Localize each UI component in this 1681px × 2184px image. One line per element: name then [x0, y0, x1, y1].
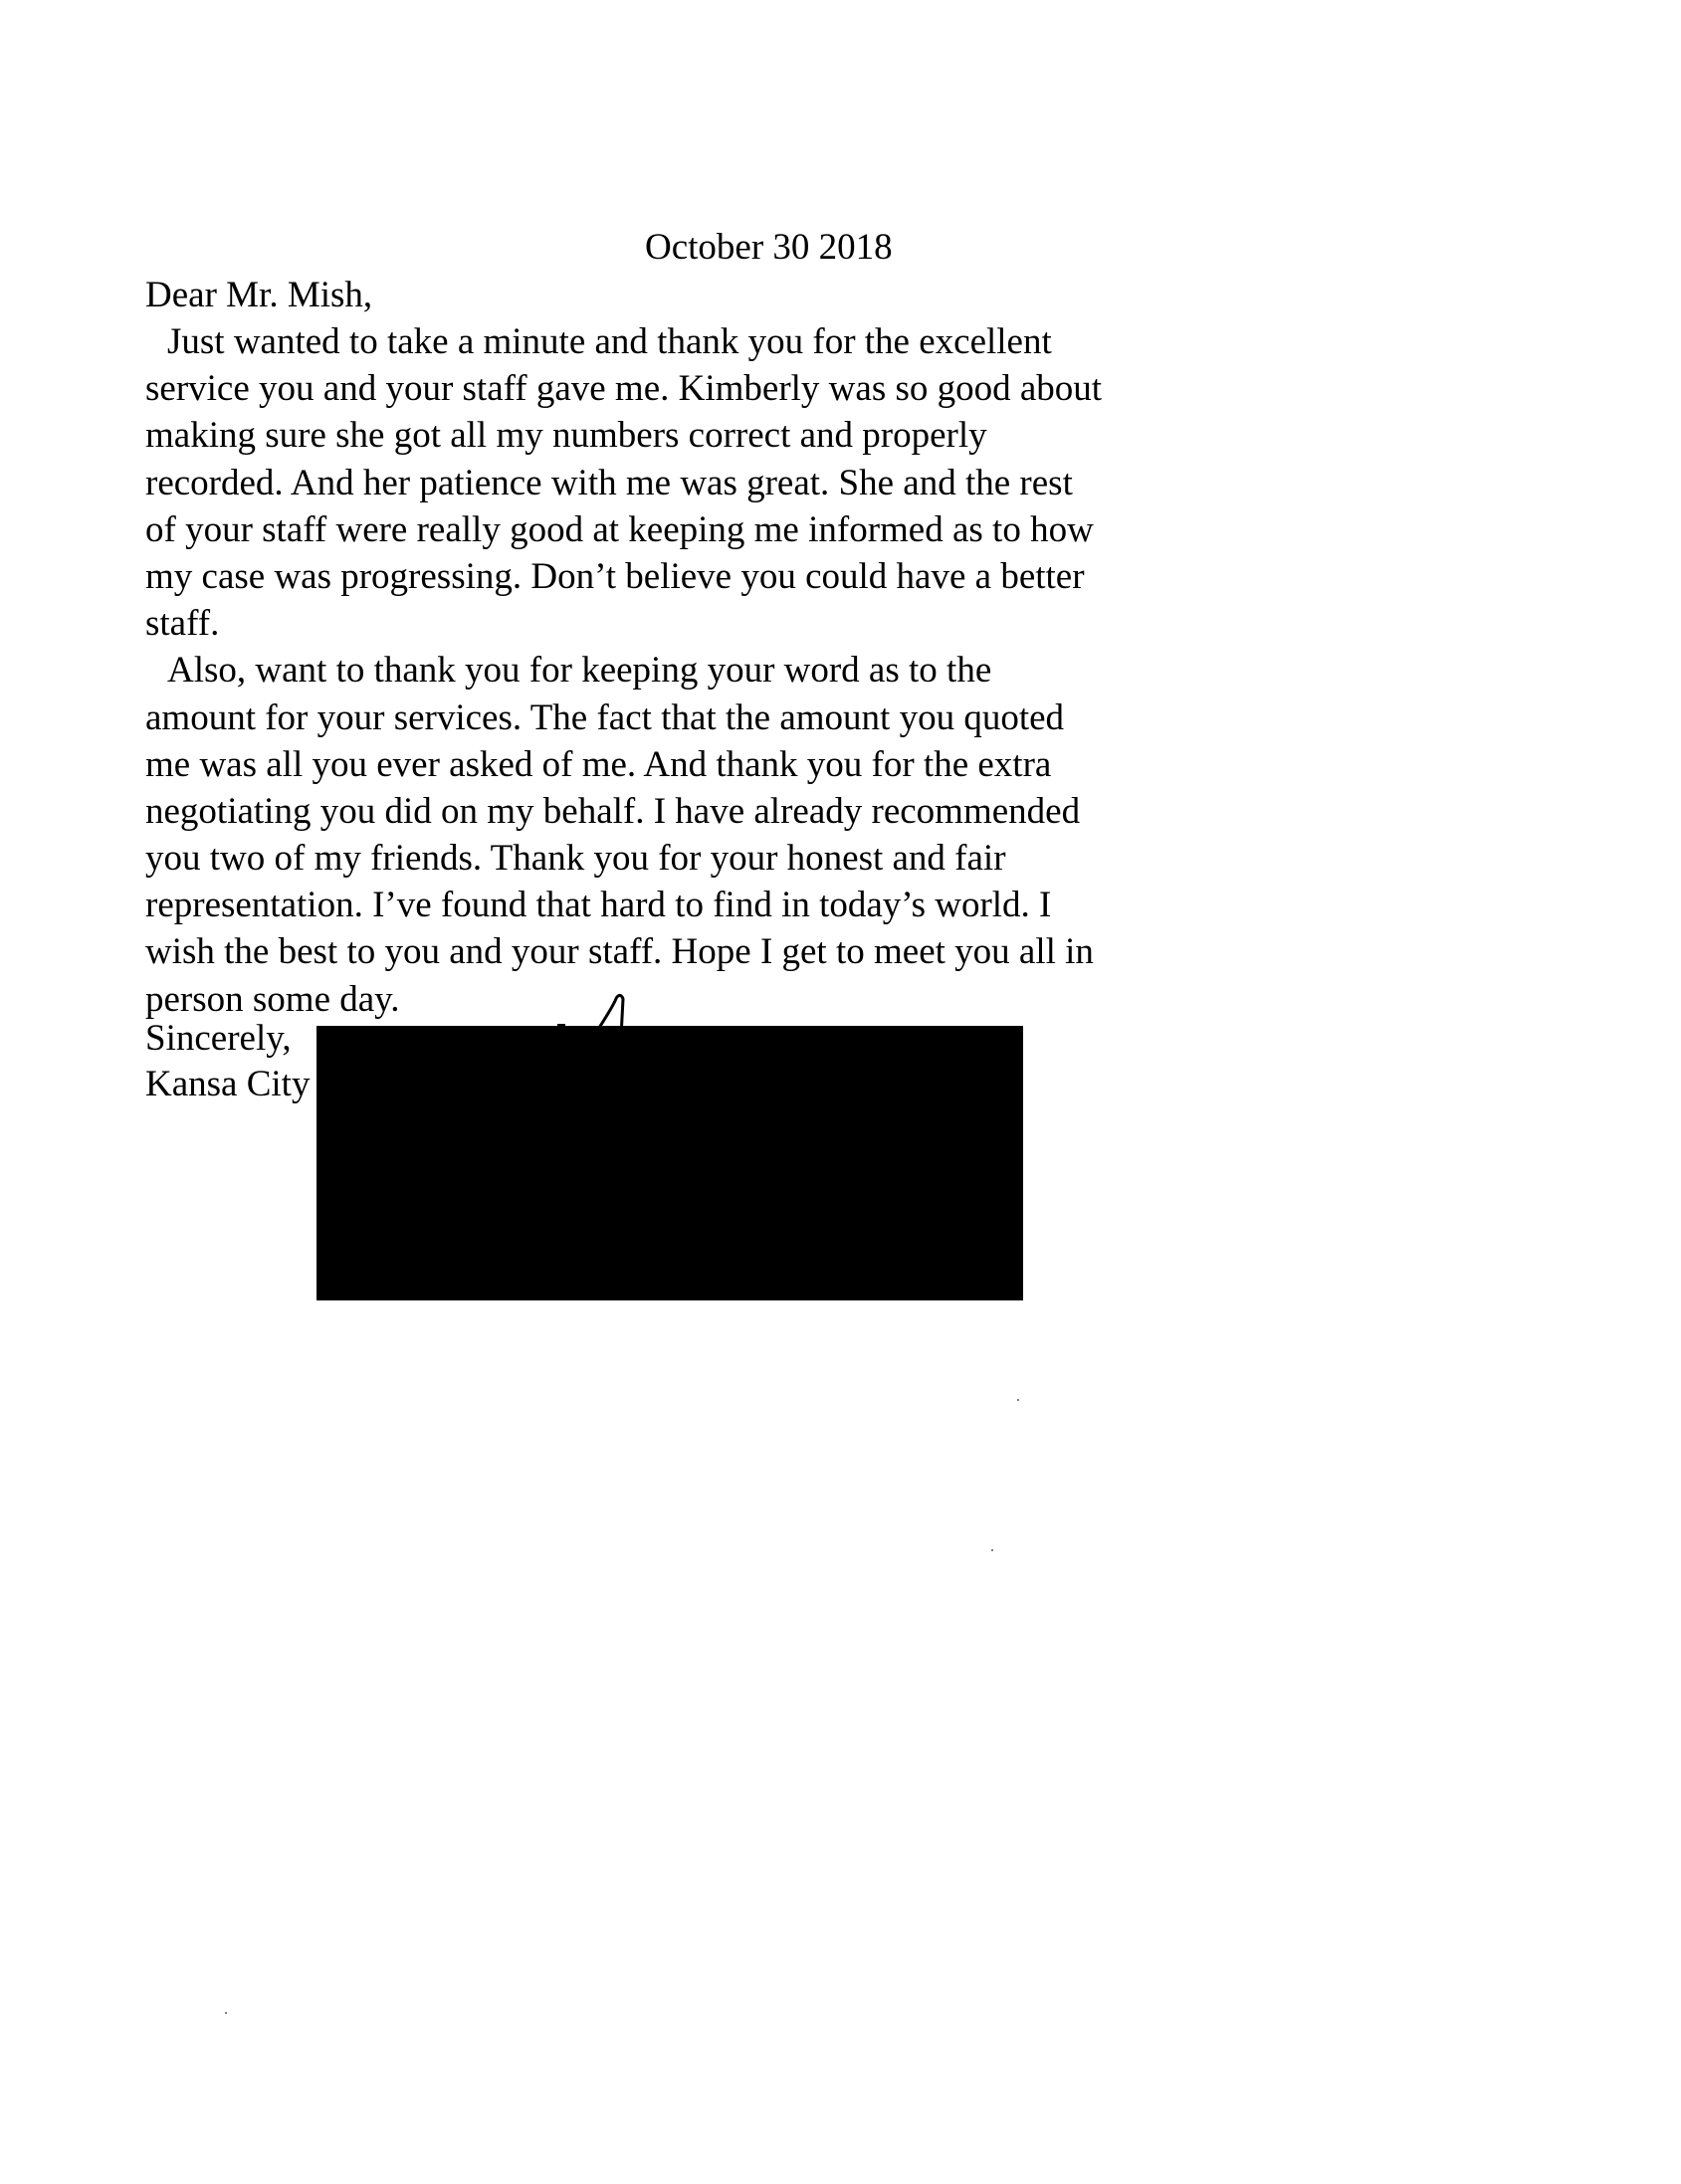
sender-city: Kansa City: [145, 1064, 311, 1104]
body-line: amount for your services. The fact that the amount you quoted: [145, 696, 1065, 738]
body-line: my case was progressing. Don’t believe you could have a better: [145, 555, 1085, 597]
body-line: Just wanted to take a minute and thank you for the excellent: [167, 321, 1052, 362]
body-line: staff.: [145, 603, 220, 645]
body-line: negotiating you did on my behalf. I have already recommended: [145, 790, 1081, 832]
body-line: recorded. And her patience with me was great. She and the rest: [145, 462, 1073, 503]
body-line: wish the best to you and your staff. Hope I get to meet you all in: [145, 931, 1094, 973]
scan-speck: [991, 1549, 993, 1551]
body-line: you two of my friends. Thank you for your honest and fair: [145, 838, 1006, 880]
body-line: person some day.: [145, 978, 400, 1020]
salutation: Dear Mr. Mish,: [145, 275, 373, 315]
body-line: representation. I’ve found that hard to find in today’s world. I: [145, 885, 1052, 926]
scan-speck: [1017, 1399, 1019, 1401]
scan-speck: [225, 2012, 227, 2014]
body-line: of your staff were really good at keeping me informed as to how: [145, 508, 1094, 550]
body-line: service you and your staff gave me. Kimberly was so good about: [145, 368, 1103, 410]
letter-body: [145, 318, 1102, 1023]
body-line: making sure she got all my numbers correct and properly: [145, 415, 987, 457]
body-line: Also, want to thank you for keeping your word as to the: [167, 650, 992, 692]
body-line: me was all you ever asked of me. And thank you for the extra: [145, 743, 1052, 785]
letter-date: October 30 2018: [645, 227, 893, 268]
closing: Sincerely,: [145, 1018, 292, 1059]
redaction-box: [316, 1026, 1023, 1300]
